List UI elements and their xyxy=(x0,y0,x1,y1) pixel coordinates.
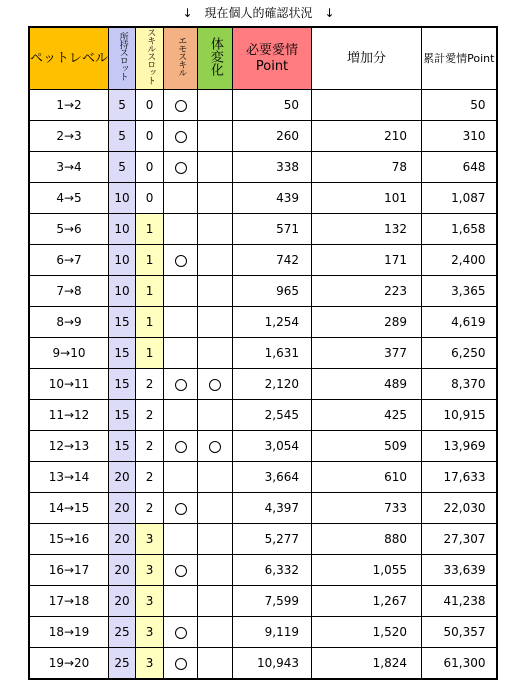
cell-level: 19→20 xyxy=(29,648,109,680)
cell-level: 10→11 xyxy=(29,369,109,400)
cell-body-change xyxy=(198,462,233,493)
cell-slots: 10 xyxy=(109,214,136,245)
cell-emo-skill xyxy=(164,462,198,493)
table-row xyxy=(29,586,497,617)
cell-increase: 733 xyxy=(312,493,422,524)
cell-increase: 132 xyxy=(312,214,422,245)
cell-skill-slots: 1 xyxy=(136,276,164,307)
cell-total: 17,633 xyxy=(422,462,497,493)
cell-body-change xyxy=(198,493,233,524)
cell-total: 27,307 xyxy=(422,524,497,555)
cell-level: 7→8 xyxy=(29,276,109,307)
cell-skill-slots: 2 xyxy=(136,400,164,431)
cell-needed-points: 3,664 xyxy=(233,462,312,493)
cell-total: 50 xyxy=(422,90,497,121)
cell-level: 11→12 xyxy=(29,400,109,431)
header-body-change xyxy=(198,27,233,90)
cell-slots: 15 xyxy=(109,338,136,369)
cell-increase: 610 xyxy=(312,462,422,493)
cell-emo-skill xyxy=(164,617,198,648)
cell-slots: 15 xyxy=(109,307,136,338)
cell-emo-skill xyxy=(164,307,198,338)
table-row xyxy=(29,338,497,369)
cell-needed-points: 2,545 xyxy=(233,400,312,431)
table-row xyxy=(29,152,497,183)
table-caption: ↓ 現在個人的確認状況 ↓ xyxy=(182,6,335,20)
table-row xyxy=(29,90,497,121)
cell-level: 16→17 xyxy=(29,555,109,586)
cell-increase: 509 xyxy=(312,431,422,462)
cell-skill-slots: 1 xyxy=(136,307,164,338)
cell-total: 8,370 xyxy=(422,369,497,400)
cell-needed-points: 7,599 xyxy=(233,586,312,617)
circle-mark-icon xyxy=(209,379,221,391)
cell-slots: 20 xyxy=(109,586,136,617)
cell-total: 310 xyxy=(422,121,497,152)
cell-level: 2→3 xyxy=(29,121,109,152)
table-row xyxy=(29,183,497,214)
table-row xyxy=(29,524,497,555)
table-row xyxy=(29,214,497,245)
cell-body-change xyxy=(198,245,233,276)
cell-increase: 78 xyxy=(312,152,422,183)
cell-skill-slots: 1 xyxy=(136,338,164,369)
cell-total: 10,915 xyxy=(422,400,497,431)
cell-total: 2,400 xyxy=(422,245,497,276)
cell-slots: 5 xyxy=(109,152,136,183)
cell-emo-skill xyxy=(164,152,198,183)
cell-needed-points: 4,397 xyxy=(233,493,312,524)
cell-increase: 171 xyxy=(312,245,422,276)
cell-total: 61,300 xyxy=(422,648,497,680)
cell-body-change xyxy=(198,183,233,214)
cell-slots: 25 xyxy=(109,617,136,648)
cell-level: 9→10 xyxy=(29,338,109,369)
cell-needed-points: 439 xyxy=(233,183,312,214)
cell-total: 1,658 xyxy=(422,214,497,245)
cell-slots: 20 xyxy=(109,493,136,524)
cell-increase: 223 xyxy=(312,276,422,307)
cell-body-change xyxy=(198,400,233,431)
cell-level: 3→4 xyxy=(29,152,109,183)
header-skill-slots-label: スキルスロット xyxy=(145,28,156,84)
cell-level: 15→16 xyxy=(29,524,109,555)
cell-slots: 10 xyxy=(109,276,136,307)
cell-emo-skill xyxy=(164,648,198,680)
cell-skill-slots: 1 xyxy=(136,245,164,276)
table-row xyxy=(29,431,497,462)
cell-increase: 101 xyxy=(312,183,422,214)
table-row xyxy=(29,462,497,493)
cell-total: 4,619 xyxy=(422,307,497,338)
cell-body-change xyxy=(198,431,233,462)
circle-mark-icon xyxy=(209,441,221,453)
cell-needed-points: 6,332 xyxy=(233,555,312,586)
circle-mark-icon xyxy=(175,131,187,143)
cell-total: 13,969 xyxy=(422,431,497,462)
cell-body-change xyxy=(198,307,233,338)
cell-skill-slots: 2 xyxy=(136,369,164,400)
cell-slots: 25 xyxy=(109,648,136,680)
cell-emo-skill xyxy=(164,276,198,307)
cell-skill-slots: 3 xyxy=(136,524,164,555)
cell-needed-points: 338 xyxy=(233,152,312,183)
header-row xyxy=(29,27,497,90)
cell-level: 5→6 xyxy=(29,214,109,245)
cell-increase: 489 xyxy=(312,369,422,400)
cell-increase: 1,055 xyxy=(312,555,422,586)
cell-emo-skill xyxy=(164,493,198,524)
circle-mark-icon xyxy=(175,658,187,670)
cell-total: 50,357 xyxy=(422,617,497,648)
header-body-change-label: 体変化 xyxy=(207,37,223,76)
cell-increase: 1,520 xyxy=(312,617,422,648)
cell-emo-skill xyxy=(164,524,198,555)
cell-emo-skill xyxy=(164,90,198,121)
cell-level: 13→14 xyxy=(29,462,109,493)
cell-needed-points: 1,631 xyxy=(233,338,312,369)
cell-body-change xyxy=(198,214,233,245)
table-row xyxy=(29,121,497,152)
cell-total: 648 xyxy=(422,152,497,183)
cell-increase xyxy=(312,90,422,121)
cell-total: 41,238 xyxy=(422,586,497,617)
header-skill-slots xyxy=(136,27,164,90)
cell-slots: 10 xyxy=(109,245,136,276)
cell-skill-slots: 0 xyxy=(136,90,164,121)
cell-total: 22,030 xyxy=(422,493,497,524)
cell-emo-skill xyxy=(164,400,198,431)
header-increase: 増加分 xyxy=(312,27,422,90)
cell-level: 8→9 xyxy=(29,307,109,338)
cell-level: 14→15 xyxy=(29,493,109,524)
cell-emo-skill xyxy=(164,555,198,586)
header-total: 累計愛情Point xyxy=(422,27,497,90)
cell-increase: 880 xyxy=(312,524,422,555)
header-pet-level: ペットレベル xyxy=(29,27,109,90)
circle-mark-icon xyxy=(175,162,187,174)
cell-level: 6→7 xyxy=(29,245,109,276)
cell-slots: 20 xyxy=(109,524,136,555)
cell-slots: 5 xyxy=(109,90,136,121)
cell-total: 1,087 xyxy=(422,183,497,214)
pet-level-table xyxy=(28,26,498,680)
cell-slots: 10 xyxy=(109,183,136,214)
cell-level: 17→18 xyxy=(29,586,109,617)
header-needed-points xyxy=(233,27,312,90)
circle-mark-icon xyxy=(175,627,187,639)
table-row xyxy=(29,369,497,400)
cell-skill-slots: 2 xyxy=(136,462,164,493)
pet-level-table-wrapper xyxy=(28,26,498,680)
header-slots-label: 所持スロット xyxy=(117,32,128,80)
cell-needed-points: 1,254 xyxy=(233,307,312,338)
cell-slots: 5 xyxy=(109,121,136,152)
cell-total: 3,365 xyxy=(422,276,497,307)
cell-needed-points: 2,120 xyxy=(233,369,312,400)
table-row xyxy=(29,555,497,586)
circle-mark-icon xyxy=(175,441,187,453)
cell-increase: 425 xyxy=(312,400,422,431)
table-row xyxy=(29,276,497,307)
cell-slots: 15 xyxy=(109,431,136,462)
cell-skill-slots: 0 xyxy=(136,121,164,152)
cell-emo-skill xyxy=(164,245,198,276)
cell-total: 6,250 xyxy=(422,338,497,369)
cell-slots: 20 xyxy=(109,555,136,586)
cell-needed-points: 742 xyxy=(233,245,312,276)
cell-skill-slots: 2 xyxy=(136,493,164,524)
table-row xyxy=(29,307,497,338)
cell-slots: 15 xyxy=(109,400,136,431)
cell-needed-points: 5,277 xyxy=(233,524,312,555)
cell-increase: 1,267 xyxy=(312,586,422,617)
circle-mark-icon xyxy=(175,503,187,515)
cell-level: 12→13 xyxy=(29,431,109,462)
cell-needed-points: 965 xyxy=(233,276,312,307)
header-emo-skill-label: エモスキル xyxy=(176,36,187,76)
table-row xyxy=(29,245,497,276)
cell-needed-points: 3,054 xyxy=(233,431,312,462)
cell-needed-points: 260 xyxy=(233,121,312,152)
cell-body-change xyxy=(198,586,233,617)
cell-emo-skill xyxy=(164,338,198,369)
header-needed-line2: Point xyxy=(255,58,289,74)
cell-body-change xyxy=(198,338,233,369)
cell-level: 1→2 xyxy=(29,90,109,121)
cell-skill-slots: 3 xyxy=(136,586,164,617)
cell-level: 4→5 xyxy=(29,183,109,214)
table-row xyxy=(29,400,497,431)
header-emo-skill xyxy=(164,27,198,90)
cell-slots: 20 xyxy=(109,462,136,493)
cell-skill-slots: 3 xyxy=(136,648,164,680)
cell-emo-skill xyxy=(164,586,198,617)
cell-emo-skill xyxy=(164,369,198,400)
cell-body-change xyxy=(198,555,233,586)
circle-mark-icon xyxy=(175,255,187,267)
cell-increase: 289 xyxy=(312,307,422,338)
circle-mark-icon xyxy=(175,379,187,391)
cell-slots: 15 xyxy=(109,369,136,400)
cell-emo-skill xyxy=(164,121,198,152)
cell-emo-skill xyxy=(164,183,198,214)
cell-body-change xyxy=(198,524,233,555)
cell-total: 33,639 xyxy=(422,555,497,586)
table-row xyxy=(29,493,497,524)
circle-mark-icon xyxy=(175,100,187,112)
cell-body-change xyxy=(198,276,233,307)
table-row xyxy=(29,648,497,680)
cell-increase: 377 xyxy=(312,338,422,369)
cell-body-change xyxy=(198,90,233,121)
cell-needed-points: 50 xyxy=(233,90,312,121)
cell-skill-slots: 3 xyxy=(136,555,164,586)
cell-body-change xyxy=(198,648,233,680)
cell-body-change xyxy=(198,617,233,648)
cell-skill-slots: 0 xyxy=(136,183,164,214)
cell-body-change xyxy=(198,121,233,152)
cell-body-change xyxy=(198,369,233,400)
cell-body-change xyxy=(198,152,233,183)
cell-needed-points: 10,943 xyxy=(233,648,312,680)
cell-increase: 210 xyxy=(312,121,422,152)
cell-needed-points: 9,119 xyxy=(233,617,312,648)
table-row xyxy=(29,617,497,648)
circle-mark-icon xyxy=(175,565,187,577)
header-needed-line1: 必要愛情 xyxy=(246,42,299,58)
cell-level: 18→19 xyxy=(29,617,109,648)
cell-emo-skill xyxy=(164,214,198,245)
header-slots xyxy=(109,27,136,90)
cell-emo-skill xyxy=(164,431,198,462)
cell-increase: 1,824 xyxy=(312,648,422,680)
cell-needed-points: 571 xyxy=(233,214,312,245)
cell-skill-slots: 0 xyxy=(136,152,164,183)
cell-skill-slots: 1 xyxy=(136,214,164,245)
cell-skill-slots: 3 xyxy=(136,617,164,648)
table-body xyxy=(29,90,497,680)
cell-skill-slots: 2 xyxy=(136,431,164,462)
